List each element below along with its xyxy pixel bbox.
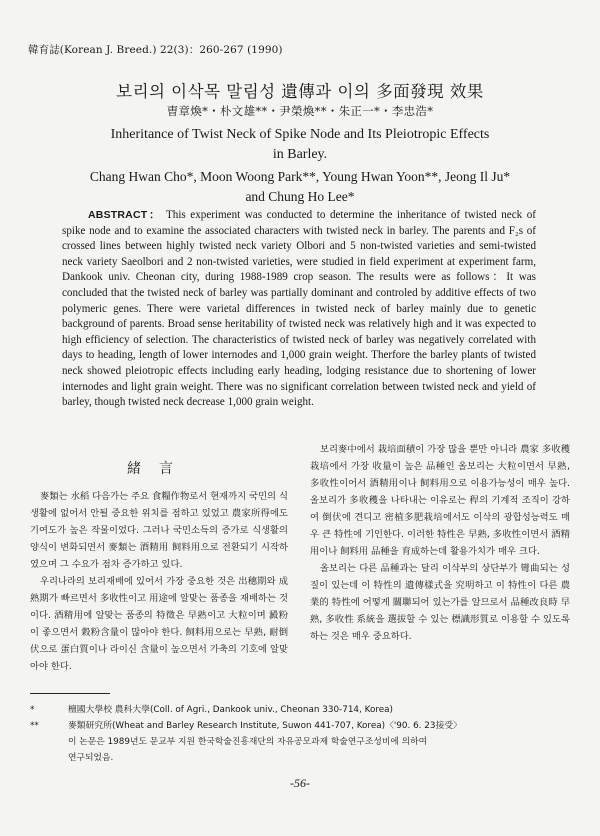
paragraph: 올보리는 다른 品種과는 달리 이삭부의 상단부가 彎曲되는 성질이 있는데 이 特性의 遺傳樣式을 究明하고 이 特性이 다른 農業的 特性에 어떻게 關聯되어 있는가를 알므로서 品種改良時 早熟, 多收性 系統을 選拔할 수 있는 標識形質로 이용할 수 있도록 하는 것은 매우 중요하다. [310,563,570,642]
page-number: -56- [290,776,310,790]
authors-english-line-1: Chang Hwan Cho*, Moon Woong Park**, Young Hwan Yoon**, Jeong Il Ju* [89,169,511,184]
footnotes [30,702,570,766]
funding-note-line-2: 연구되었음. [68,753,114,763]
title-english [90,125,510,165]
abstract-label: ABSTRACT： [88,209,162,221]
section-heading-introduction: 緒言 [127,461,191,477]
body-column-right [310,441,570,645]
funding-note-line-1: 이 논문은 1989년도 문교부 지원 한국학술진흥재단의 자유공모과제 학술연구조성비에 의하여 [68,737,428,747]
footnote-mark: * [30,705,35,715]
abstract-text: This experiment was conducted to determine the inheritance of twisted neck of spike node and to examine the associated characters with twisted neck in barley. The parents and F₂s of crossed lines between highly twisted neck variety Olbori and 5 non-twisted varieties and semi-twisted neck variety Saeolbori and 2 non-twisted varieties, were studied in field experiment at experiment farm, Dankook univ. Cheonan city, during 1988-1989 crop season. The results were as follows：It was concluded that the twisted neck of barley was partially dominant and controled by additive effects of two polymeric genes. There were varietal differences in twisted neck of barley mainly due to genetic background of parents. Broad sense heritability of twisted neck was relatively high and it was expected to high efficiency of selection. The characteristics of twisted neck of barley was negatively correlated with days to heading, length of lower internodes and 1,000 grain weight. Therfore the barley plants of twisted neck showed pleiotropic effects including early heading, lodging resistance due to shortening of lower internodes and light grain weight. There was no significant correlation between twisted neck and yield of barley, though twisted neck decrease 1,000 grain weight. [62,209,536,409]
funding-note [30,734,570,766]
authors-korean: 曺章煥*・朴文雄**・尹榮煥**・朱正一*・李忠浩* [166,104,434,118]
footnote-text: 麥類研究所(Wheat and Barley Research Institute, Suwon 441-707, Korea)〈'90. 6. 23接受〉 [68,721,462,731]
footnote [30,718,570,734]
paragraph: 보리麥中에서 栽培面積이 가장 많을 뿐만 아니라 農家 多收穫栽培에서 가장 收量이 높은 品種인 올보리는 大粒이면서 早熟, 多收性이어서 酒精用이나 飼料用으로 이용가능성이 매우 높다. 올보리가 多收穫을 나타내는 이유로는 稈의 기계적 조직이 강하여 倒伏에 견디고 密植多肥栽培에서도 이삭의 광합성능력도 매우 큰 特性에 기인한다. 이러한 特性은 早熟, 多收性이면서 酒精用이나 飼料用 品種을 育成하는데 활용가치가 매우 크다. [310,444,570,557]
paragraph: 우리나라의 보리재배에 있어서 가장 중요한 것은 出穗期와 成熟期가 빠르면서 多收性이고 用途에 알맞는 품종을 재배하는 것이다. 酒精用에 알맞는 품종의 特徵은 早熟이고 大粒이며 澱粉이 좋으면서 穀粉含量이 많아야 한다. 飼料用으로는 早熟, 耐倒伏으로 蛋白質이나 라이신 含量이 높으면서 가축의 기호에 알맞아야 한다. [30,576,288,672]
title-korean: 보리의 이삭목 말림성 遺傳과 이의 多面發現 效果 [116,82,484,101]
authors-english-line-2: and Chung Ho Lee* [245,189,355,204]
authors-english [50,167,550,207]
footnote-rule [30,693,110,694]
footnote-text: 檀國大學校 農科大學(Coll. of Agri., Dankook univ., Cheonan 330-714, Korea) [68,705,393,715]
body-column-left [30,488,288,675]
title-english-line-1: Inheritance of Twist Neck of Spike Node and Its Pleiotropic Effects [110,127,490,142]
abstract [62,208,536,411]
footnote [30,702,570,718]
paragraph: 麥類는 水稻 다음가는 주요 食糧作物로서 현재까지 국민의 식생활에 없어서 안될 중요한 위치를 점하고 있었고 農家所得에도 기여도가 높은 작물이었다. 그러나 국민소득의 증가로 식생활의 양식이 변화되면서 麥類는 酒精用 飼料用으로 전환되기 시작하였으며 그 수요가 점차 증가하고 있다. [30,491,288,570]
title-english-line-2: in Barley. [272,147,328,162]
footnote-mark: ** [30,721,39,731]
journal-header: 韓育誌(Korean J. Breed.) 22(3)：260-267 (1990) [28,44,283,56]
